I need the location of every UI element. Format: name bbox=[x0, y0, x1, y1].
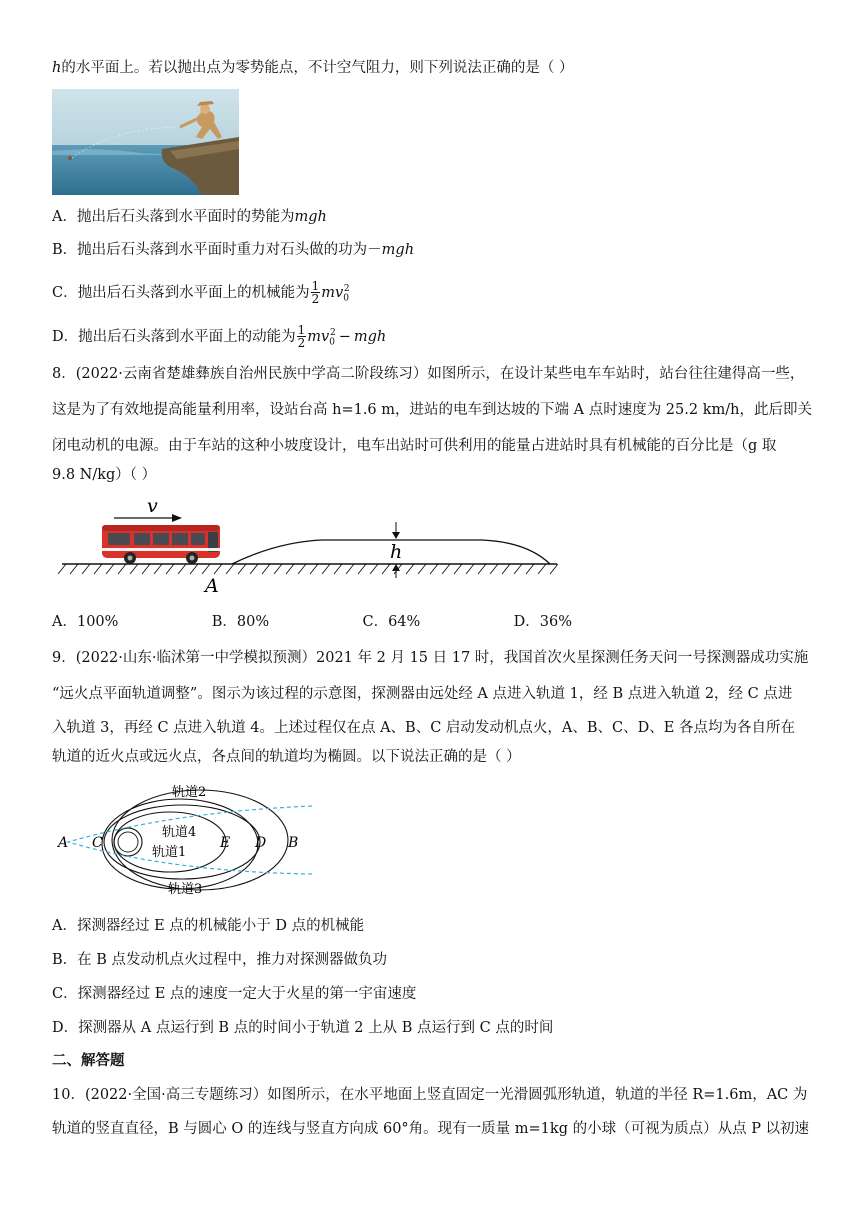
q7-option-d: D．抛出后石头落到水平面上的动能为 $\frac{1}{2}$ $mv_0^2$ − mgh bbox=[52, 323, 387, 351]
q7-stem-line: h的水平面上。若以抛出点为零势能点，不计空气阻力，则下列说法正确的是（ ） bbox=[52, 60, 574, 76]
q9-stem-line2: “远火点平面轨道调整”。图示为该过程的示意图，探测器由远处经 A 点进入轨道 1，经 B 点进入轨道 2，经 C 点进 bbox=[52, 686, 793, 702]
point-c-label: C bbox=[92, 835, 103, 851]
q8-option-c: C．64% bbox=[362, 614, 421, 630]
orbit2-label: 轨道2 bbox=[172, 785, 207, 800]
q9-stem-line1: 9．(2022·山东·临沭第一中学模拟预测）2021 年 2 月 15 日 17 时，我国首次火星探测任务天问一号探测器成功实施 bbox=[52, 650, 809, 666]
point-b-label: B bbox=[288, 835, 299, 851]
v-label: v bbox=[147, 495, 158, 517]
q10-stem-line1: 10．(2022·全国·高三专题练习）如图所示，在水平地面上竖直固定一光滑圆弧形轨道，轨道的半径 R=1.6m，AC 为 bbox=[52, 1087, 808, 1103]
q9-option-a: A．探测器经过 E 点的机械能小于 D 点的机械能 bbox=[52, 918, 365, 934]
q7-option-c: C．抛出后石头落到水平面上的机械能为 $\frac{1}{2}$ $mv_0^2$ bbox=[52, 279, 350, 307]
q9-option-b: B．在 B 点发动机点火过程中，推力对探测器做负功 bbox=[52, 952, 388, 968]
point-a-label: A bbox=[58, 835, 69, 851]
q8-tram-slope-figure bbox=[52, 492, 572, 600]
q9-orbit-figure bbox=[52, 776, 322, 900]
orbit3-label: 轨道3 bbox=[168, 882, 203, 897]
q8-option-a: A．100% bbox=[52, 614, 119, 630]
point-e-label: E bbox=[220, 835, 231, 851]
h-label: h bbox=[390, 541, 403, 563]
q9-option-d: D．探测器从 A 点运行到 B 点的时间小于轨道 2 上从 B 点运行到 C 点的时间 bbox=[52, 1020, 554, 1036]
q7-photo bbox=[52, 89, 239, 195]
q9-option-c: C．探测器经过 E 点的速度一定大于火星的第一宇宙速度 bbox=[52, 986, 417, 1002]
orbit4-label: 轨道4 bbox=[162, 825, 197, 840]
q8-stem-line2: 这是为了有效地提高能量利用率，设站台高 h=1.6 m，进站的电车到达坡的下端 A 点时速度为 25.2 km/h，此后即关 bbox=[52, 402, 812, 418]
q7-option-a: A．抛出后石头落到水平面时的势能为mgh bbox=[52, 209, 327, 225]
q7-option-b: B．抛出后石头落到水平面时重力对石头做的功为－mgh bbox=[52, 242, 415, 258]
q8-option-b: B．80% bbox=[211, 614, 270, 630]
fraction-one-half: $\frac{1}{2}$ bbox=[297, 323, 306, 351]
stone-throw-illustration bbox=[52, 89, 239, 195]
q8-stem-line1: 8．(2022·云南省楚雄彝族自治州民族中学高二阶段练习）如图所示，在设计某些电车车站时，站台往往建得高一些， bbox=[52, 366, 805, 382]
q10-stem-line2: 轨道的竖直直径，B 与圆心 O 的连线与竖直方向成 60°角。现有一质量 m=1kg 的小球（可视为质点）从点 P 以初速 bbox=[52, 1121, 810, 1137]
section-heading-solutions: 二、解答题 bbox=[52, 1052, 125, 1069]
q8-options bbox=[52, 612, 572, 632]
q8-option-d: D．36% bbox=[513, 614, 572, 630]
a-label: A bbox=[205, 575, 219, 597]
ground-hatching bbox=[58, 564, 558, 574]
q8-stem-line4: 9.8 N/kg）（ ） bbox=[52, 467, 157, 483]
q8-stem-line3: 闭电动机的电源。由于车站的这种小坡度设计，电车出站时可供利用的能量占进站时具有机械能的百分比是（g 取 bbox=[52, 438, 777, 454]
q9-stem-line3: 入轨道 3，再经 C 点进入轨道 4。上述过程仅在点 A、B、C 启动发动机点火，A、B、C、D、E 各点均为各自所在 bbox=[52, 720, 795, 736]
q9-stem-line4: 轨道的近火点或远火点，各点间的轨道均为椭圆。以下说法正确的是（ ） bbox=[52, 749, 521, 765]
tram-icon bbox=[102, 525, 220, 564]
orbit1-label: 轨道1 bbox=[152, 845, 187, 860]
point-d-label: D bbox=[255, 835, 267, 851]
fraction-one-half: $\frac{1}{2}$ bbox=[311, 279, 320, 307]
